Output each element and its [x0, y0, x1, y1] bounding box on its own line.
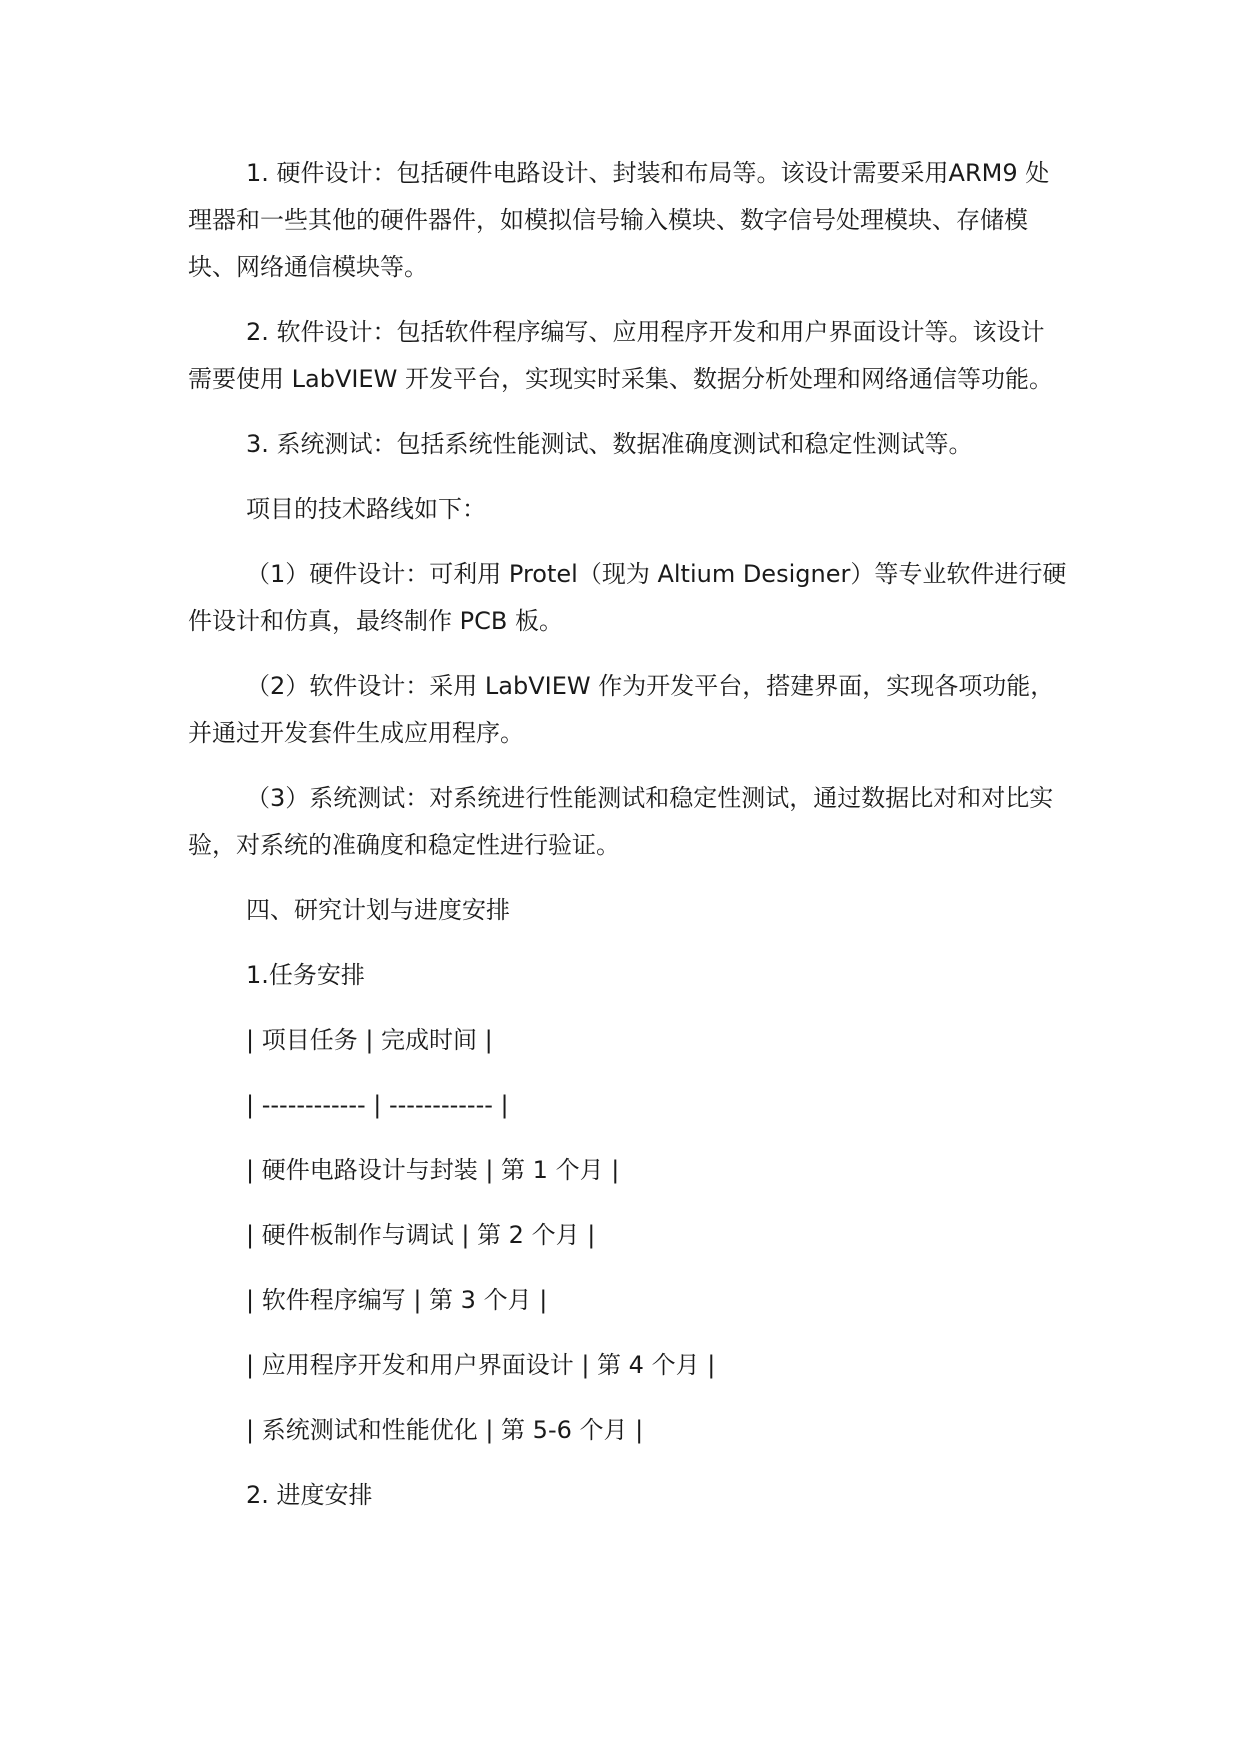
table-separator-row: | ------------ | ------------ |: [246, 1091, 509, 1119]
paragraph-route-testing: （3）系统测试：对系统进行性能测试和稳定性测试，通过数据比对和对比实验，对系统的准确度和稳定性进行验证。: [188, 784, 1054, 859]
document-body: [188, 150, 1068, 1537]
table-header-row: | 项目任务 | 完成时间 |: [246, 1026, 493, 1054]
paragraph-hardware-design: 1. 硬件设计：包括硬件电路设计、封装和布局等。该设计需要采用ARM9 处理器和一些其他的硬件器件，如模拟信号输入模块、数字信号处理模块、存储模块、网络通信模块等。: [188, 159, 1050, 281]
table-row: | 系统测试和性能优化 | 第 5-6 个月 |: [246, 1416, 644, 1444]
table-row: | 硬件电路设计与封装 | 第 1 个月 |: [246, 1156, 620, 1184]
subheading-schedule: 2. 进度安排: [246, 1481, 373, 1509]
subheading-task-arrangement: 1.任务安排: [246, 961, 365, 989]
paragraph-route-hardware: （1）硬件设计：可利用 Protel（现为 Altium Designer）等专业软件进行硬件设计和仿真，最终制作 PCB 板。: [188, 560, 1067, 635]
table-row: | 软件程序编写 | 第 3 个月 |: [246, 1286, 548, 1314]
table-row: | 应用程序开发和用户界面设计 | 第 4 个月 |: [246, 1351, 716, 1379]
paragraph-system-test: 3. 系统测试：包括系统性能测试、数据准确度测试和稳定性测试等。: [246, 430, 973, 458]
paragraph-tech-route-intro: 项目的技术路线如下：: [246, 495, 486, 523]
section-heading-plan: 四、研究计划与进度安排: [246, 896, 510, 924]
paragraph-software-design: 2. 软件设计：包括软件程序编写、应用程序开发和用户界面设计等。该设计需要使用 LabVIEW 开发平台，实现实时采集、数据分析处理和网络通信等功能。: [188, 318, 1053, 393]
paragraph-route-software: （2）软件设计：采用 LabVIEW 作为开发平台，搭建界面，实现各项功能，并通过开发套件生成应用程序。: [188, 672, 1055, 747]
table-row: | 硬件板制作与调试 | 第 2 个月 |: [246, 1221, 596, 1249]
